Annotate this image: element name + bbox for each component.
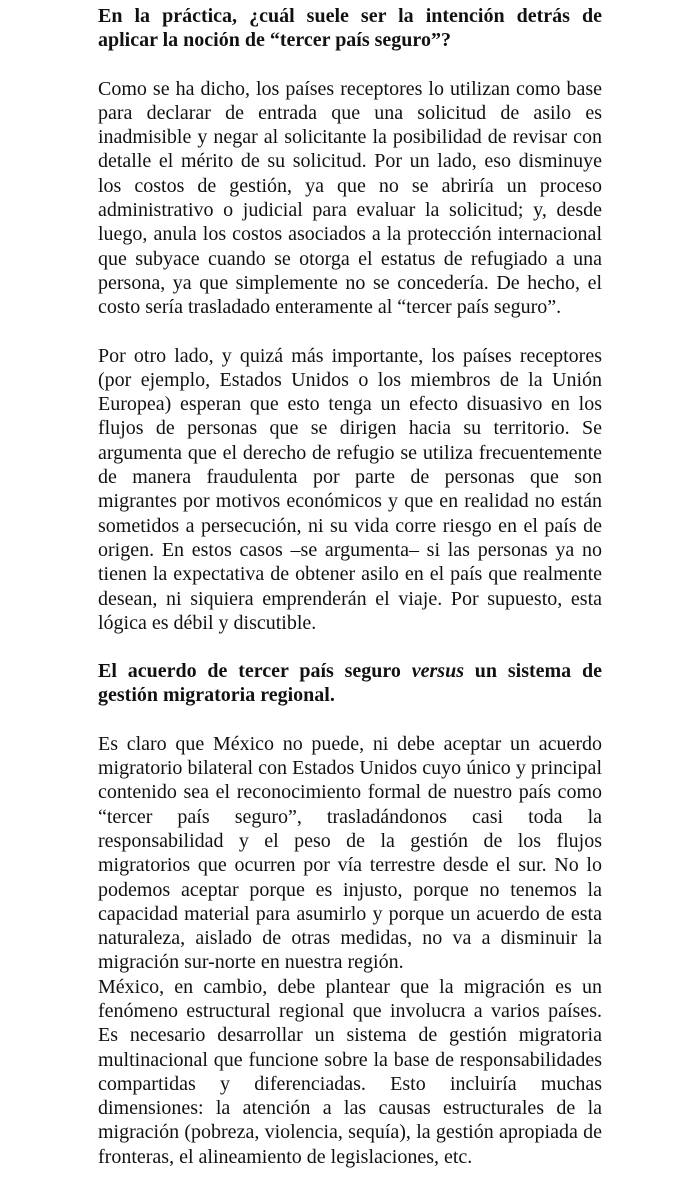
- paragraph-1: Como se ha dicho, los países receptores lo utilizan como base para declarar de entrada que una solicitud de asilo es inadmisible y negar al solicitante la posibilidad de revisar con detalle el mérito de su solicitud. Por un lado, eso disminuye los costos de gestión, ya que no se abriría un proceso administrativo o judicial para evaluar la solicitud; y, desde luego, anula los costos asociados a la protección internacional que subyace cuando se otorga el estatus de refugiado a una persona, ya que simplemente no se concedería. De hecho, el costo sería trasladado enteramente al “tercer país seguro”.: [98, 77, 602, 319]
- heading-2-italic-word: versus: [411, 660, 464, 683]
- section-heading-2: [98, 659, 602, 708]
- paragraph-4: México, en cambio, debe plantear que la migración es un fenómeno estructural regional que involucra a varios países. Es necesario desarrollar un sistema de gestión migratoria multinacional que funcione sobre la base de responsabilidades compartidas y diferenciadas. Esto incluiría muchas dimensiones: la atención a las causas estructurales de la migración (pobreza, violencia, sequía), la gestión apropiada de fronteras, el alineamiento de legislaciones, etc.: [98, 975, 602, 1168]
- heading-2-text-end: un sistema de gestión migratoria regional.: [98, 660, 602, 707]
- spacer: [98, 635, 602, 659]
- section-heading-1: En la práctica, ¿cuál suele ser la intención detrás de aplicar la noción de “tercer país seguro”?: [98, 5, 602, 52]
- spacer: [98, 708, 602, 732]
- spacer: [98, 53, 602, 77]
- spacer: [98, 320, 602, 344]
- paragraph-3: Es claro que México no puede, ni debe aceptar un acuerdo migratorio bilateral con Estados Unidos cuyo único y principal contenido sea el reconocimiento formal de nuestro país como “tercer país seguro”, trasladándonos casi toda la responsabilidad y el peso de la gestión de los flujos migratorios que ocurren por vía terrestre desde el sur. No lo podemos aceptar porque es injusto, porque no tenemos la capacidad material para asumirlo y porque un acuerdo de esta naturaleza, aislado de otras medidas, no va a disminuir la migración sur-norte en nuestra región.: [98, 732, 602, 974]
- paragraph-2: Por otro lado, y quizá más importante, los países receptores (por ejemplo, Estados Unidos o los miembros de la Unión Europea) esperan que esto tenga un efecto disuasivo en los flujos de personas que se dirigen hacia su territorio. Se argumenta que el derecho de refugio se utiliza frecuentemente de manera fraudulenta por parte de personas que son migrantes por motivos económicos y que en realidad no están sometidos a persecución, ni su vida corre riesgo en el país de origen. En estos casos –se argumenta– si las personas ya no tienen la expectativa de obtener asilo en el país que realmente desean, ni siquiera emprenderán el viaje. Por supuesto, esta lógica es débil y discutible.: [98, 344, 602, 634]
- heading-2-text-start: El acuerdo de tercer país seguro: [98, 660, 412, 683]
